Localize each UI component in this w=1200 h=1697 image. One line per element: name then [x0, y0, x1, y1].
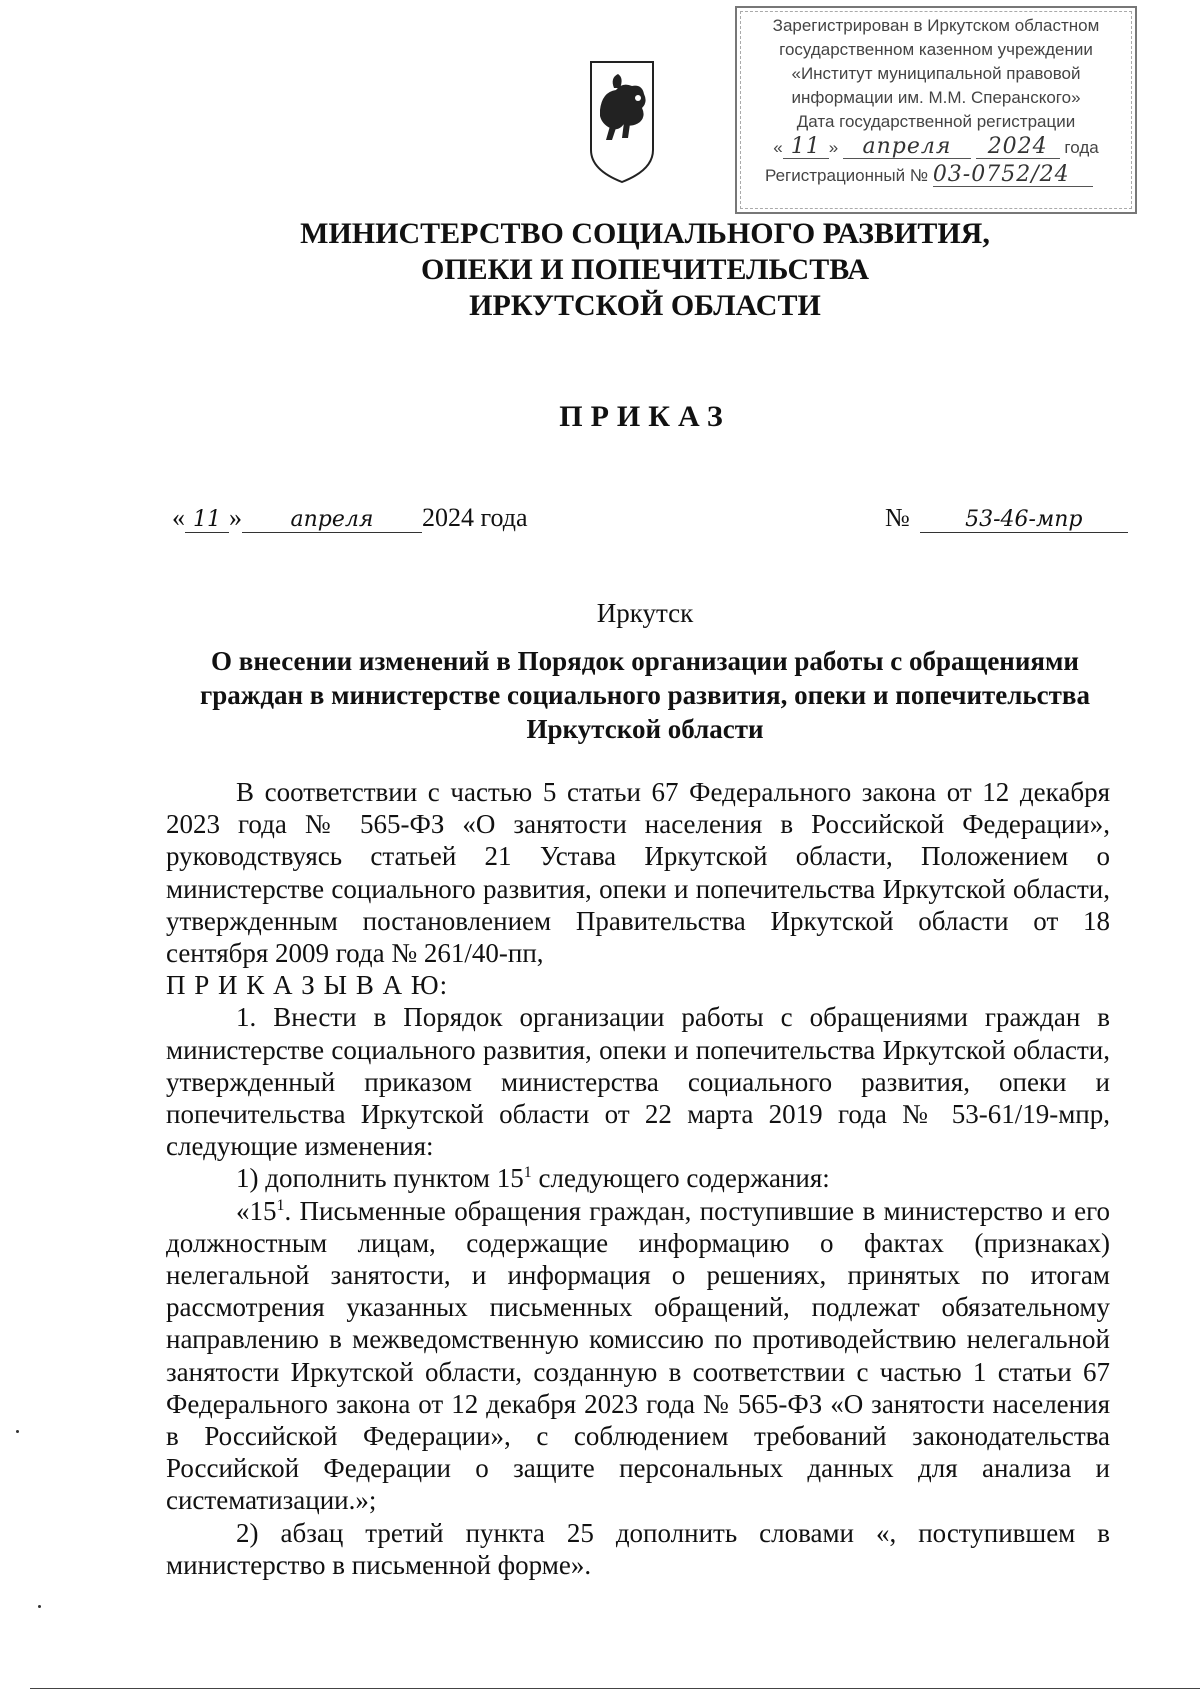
stamp-date-open: «: [773, 138, 783, 157]
date-day: 11: [185, 508, 229, 533]
paragraph-subitem-2: 2) абзац третий пункта 25 дополнить словами «, поступившем в министерство в письменной форме».: [166, 1517, 1110, 1580]
paragraph-new-clause: [166, 1195, 1110, 1517]
scan-speck: [38, 1605, 41, 1608]
stamp-reg-label: Регистрационный №: [765, 166, 929, 185]
stamp-line-5: Дата государственной регистрации: [796, 112, 1076, 131]
ministry-line-1: МИНИСТЕРСТВО СОЦИАЛЬНОГО РАЗВИТИЯ,: [300, 217, 990, 250]
new-clause-text-pre: «15: [236, 1195, 277, 1226]
stamp-reg-row: [745, 164, 1127, 188]
stamp-date-mid: »: [828, 138, 839, 157]
stamp-date-day: 11: [783, 136, 829, 159]
document-title: О внесении изменений в Порядок организации работы с обращениями граждан в министерстве социального развития, опеки и попечительства Иркутской области: [199, 646, 1091, 744]
stamp-line-2: государственном казенном учреждении: [779, 40, 1093, 59]
paragraph-subitem-1: [166, 1162, 1110, 1194]
registration-stamp: [735, 6, 1137, 214]
new-clause-text-post: . Письменные обращения граждан, поступившие в министерство и его должностным лицам, содержащие информацию о фактах (признаках) нелегальной занятости, и информация о решениях, принятых по итогам рассмотрения указанных письменных обращений, подлежат обязательному направлению в межведомственную комиссию по противодействию нелегальной занятости Иркутской области, созданную в соответствии с частью 1 статьи 67 Федерального закона от 12 декабря 2023 года № 565-ФЗ «О занятости населения в Российской Федерации», с соблюдением требований законодательства Российской Федерации о защите персональных данных для анализа и систематизации.»;: [166, 1195, 1110, 1516]
number-label: №: [885, 503, 910, 532]
ministry-header: [0, 216, 1200, 324]
stamp-line-1: Зарегистрирован в Иркутском областном: [772, 16, 1100, 35]
stamp-line-3: «Институт муниципальной правовой: [791, 64, 1081, 83]
ministry-line-3: ИРКУТСКОЙ ОБЛАСТИ: [469, 289, 821, 322]
date-close-quote: »: [229, 503, 242, 532]
stamp-date-month: апреля: [843, 136, 971, 159]
order-date: [172, 503, 528, 533]
page-bottom-edge: [30, 1688, 1200, 1689]
paragraph-preamble: В соответствии с частью 5 статьи 67 Федерального закона от 12 декабря 2023 года № 565-ФЗ «О занятости населения в Российской Федерации», руководствуясь статьей 21 Устава Иркутской области, Положением о министерстве социального развития, опеки и попечительства Иркутской области, утвержденным постановлением Правительства Иркутской области от 18 сентября 2009 года № 261/40-пп,: [166, 777, 1110, 969]
ministry-line-2: ОПЕКИ И ПОПЕЧИТЕЛЬСТВА: [421, 253, 869, 286]
coat-of-arms-emblem: [588, 58, 656, 186]
stamp-reg-number: 03-0752/24: [933, 164, 1093, 187]
number-value: 53-46-мпр: [920, 508, 1128, 533]
subitem-1-superscript: 1: [523, 1164, 532, 1182]
document-body: [166, 776, 1110, 1581]
stamp-date-suffix: года: [1064, 138, 1099, 157]
order-number: [885, 503, 1128, 533]
stamp-date-row: [745, 136, 1127, 160]
stamp-line-4: информации им. М.М. Сперанского»: [791, 88, 1081, 107]
order-title: ПРИКАЗ: [559, 400, 731, 433]
date-year: 2024 года: [422, 503, 528, 532]
date-open-quote: «: [172, 503, 185, 532]
stamp-date-year: 2024: [976, 136, 1060, 159]
new-clause-superscript: 1: [276, 1196, 285, 1214]
subitem-1-text-post: следующего содержания:: [531, 1163, 830, 1194]
subitem-1-text-pre: 1) дополнить пунктом 15: [236, 1163, 524, 1194]
scan-speck: [16, 1430, 19, 1433]
date-month: апреля: [242, 508, 422, 533]
paragraph-item-1: 1. Внести в Порядок организации работы с обращениями граждан в министерстве социального развития, опеки и попечительства Иркутской области, утвержденный приказом министерства социального развития, опеки и попечительства Иркутской области от 22 марта 2019 года № 53-61/19-мпр, следующие изменения:: [166, 1002, 1110, 1162]
paragraph-order-word: П Р И К А З Ы В А Ю:: [166, 970, 449, 1001]
city: Иркутск: [596, 598, 694, 628]
